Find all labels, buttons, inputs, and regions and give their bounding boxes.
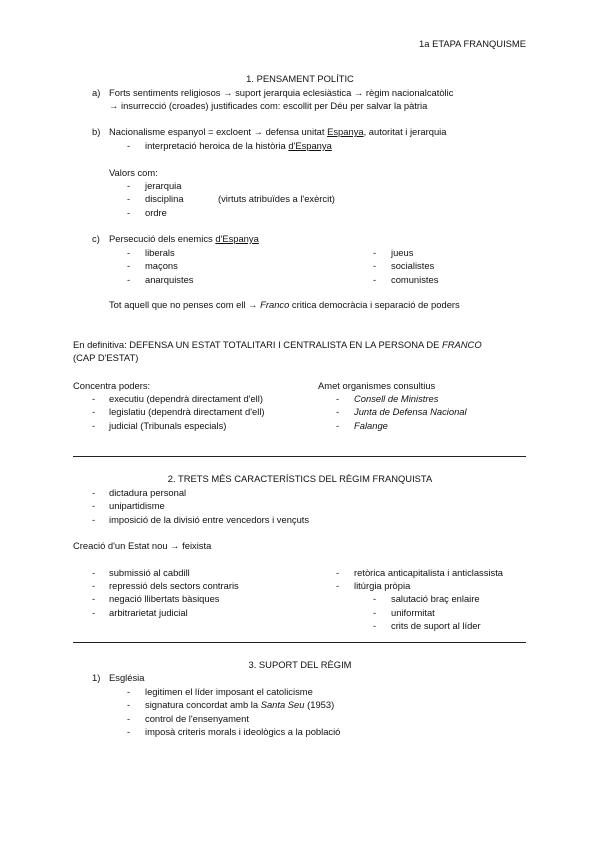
item-b-marker: b)	[92, 126, 101, 137]
bullet-dash: -	[92, 500, 96, 511]
feixista-item: negació llibertats bàsiques	[109, 593, 220, 604]
bullet-dash: -	[127, 686, 131, 697]
valor-item: jerarquia	[145, 180, 182, 191]
enemy-item: comunistes	[391, 274, 439, 285]
feixista-item: retòrica anticapitalista i anticlassista	[354, 567, 504, 578]
item-a-line2: → insurrecció (croades) justificades com: escollit per Déu per salvar la pàtria	[109, 100, 428, 111]
organ-item: Junta de Defensa Nacional	[354, 406, 467, 417]
bullet-dash: -	[127, 260, 131, 271]
bullet-dash: -	[92, 393, 96, 404]
espanya-link: Espanya	[327, 126, 364, 137]
summary-line1: En definitiva: DEFENSA UN ESTAT TOTALITARI I CENTRALISTA EN LA PERSONA DE FRANCO	[73, 339, 482, 350]
bullet-dash: -	[92, 514, 96, 525]
bullet-dash: -	[373, 274, 377, 285]
trait-item: imposició de la divisió entre vencedors i vençuts	[109, 514, 310, 525]
item-a-marker: a)	[92, 87, 101, 98]
suport-item: signatura concordat amb la Santa Seu (1953)	[145, 699, 335, 710]
feixista-item: submissió al cabdill	[109, 567, 190, 578]
item-1-marker: 1)	[92, 672, 101, 683]
suport-item: imposà criteris morals i ideològics a la població	[145, 726, 341, 737]
section-3-title: 3. SUPORT DEL RÈGIM	[248, 659, 352, 670]
section-divider	[73, 456, 526, 457]
bullet-dash: -	[373, 620, 377, 631]
valors-note: (virtuts atribuïdes a l'exèrcit)	[218, 193, 335, 204]
bullet-dash: -	[336, 420, 340, 431]
bullet-dash: -	[127, 699, 131, 710]
enemy-item: anarquistes	[145, 274, 194, 285]
bullet-dash: -	[92, 487, 96, 498]
power-item: legislatiu (dependrà directament d'ell)	[109, 406, 265, 417]
bullet-dash: -	[92, 593, 96, 604]
bullet-dash: -	[373, 260, 377, 271]
bullet-dash: -	[92, 406, 96, 417]
liturgia-item: uniformitat	[391, 607, 435, 618]
feixista-item: repressió dels sectors contraris	[109, 580, 239, 591]
bullet-dash: -	[127, 274, 131, 285]
feixista-item: litúrgia pròpia	[354, 580, 411, 591]
item-b-sub: interpretació heroica de la història d'Espanya	[145, 140, 332, 151]
bullet-dash: -	[127, 193, 131, 204]
bullet-dash: -	[127, 713, 131, 724]
item-c-line: Persecució dels enemics d'Espanya	[109, 233, 259, 244]
bullet-dash: -	[373, 607, 377, 618]
bullet-dash: -	[127, 207, 131, 218]
bullet-dash: -	[336, 580, 340, 591]
bullet-dash: -	[92, 580, 96, 591]
bullet-dash: -	[127, 140, 131, 151]
valor-item: disciplina	[145, 193, 184, 204]
item-c-note: Tot aquell que no penses com ell → Franco critica democràcia i separació de poders	[109, 299, 460, 310]
valors-title: Valors com:	[109, 167, 158, 178]
bullet-dash: -	[92, 607, 96, 618]
item-a-line1: Forts sentiments religiosos → suport jerarquia eclesiàstica → règim nacionalcatòlic	[109, 87, 454, 98]
feixista-item: arbitrarietat judicial	[109, 607, 188, 618]
bullet-dash: -	[92, 567, 96, 578]
bullet-dash: -	[373, 593, 377, 604]
enemy-item: socialistes	[391, 260, 435, 271]
creacio-line: Creació d'un Estat nou → feixista	[73, 540, 212, 551]
bullet-dash: -	[336, 406, 340, 417]
valor-item: ordre	[145, 207, 167, 218]
bullet-dash: -	[127, 726, 131, 737]
trait-item: unipartidisme	[109, 500, 165, 511]
enemy-item: liberals	[145, 247, 175, 258]
suport-item: legitimen el líder imposant el catolicisme	[145, 686, 313, 697]
powers-title: Concentra poders:	[73, 380, 151, 391]
suport-item: control de l'ensenyament	[145, 713, 249, 724]
section-1-title: 1. PENSAMENT POLÍTIC	[246, 73, 354, 84]
summary-line2: (CAP D'ESTAT)	[73, 352, 139, 363]
enemy-item: maçons	[145, 260, 178, 271]
item-b-line: Nacionalisme espanyol = excloent → defensa unitat Espanya, autoritat i jerarquia	[109, 126, 447, 137]
bullet-dash: -	[127, 247, 131, 258]
bullet-dash: -	[92, 420, 96, 431]
organ-item: Falange	[354, 420, 388, 431]
organs-title: Amet organismes consultius	[318, 380, 436, 391]
liturgia-item: salutació braç enlaire	[391, 593, 480, 604]
trait-item: dictadura personal	[109, 487, 187, 498]
power-item: judicial (Tribunals especials)	[109, 420, 227, 431]
liturgia-item: crits de suport al líder	[391, 620, 481, 631]
section-divider	[73, 642, 526, 643]
organ-item: Consell de Ministres	[354, 393, 439, 404]
bullet-dash: -	[373, 247, 377, 258]
item-c-marker: c)	[92, 233, 100, 244]
item-1-label: Església	[109, 672, 145, 683]
bullet-dash: -	[336, 567, 340, 578]
document-header: 1a ETAPA FRANQUISME	[419, 38, 526, 49]
power-item: executiu (dependrà directament d'ell)	[109, 393, 263, 404]
section-2-title: 2. TRETS MÉS CARACTERÍSTICS DEL RÈGIM FRANQUISTA	[167, 473, 433, 484]
enemy-item: jueus	[391, 247, 414, 258]
bullet-dash: -	[127, 180, 131, 191]
bullet-dash: -	[336, 393, 340, 404]
